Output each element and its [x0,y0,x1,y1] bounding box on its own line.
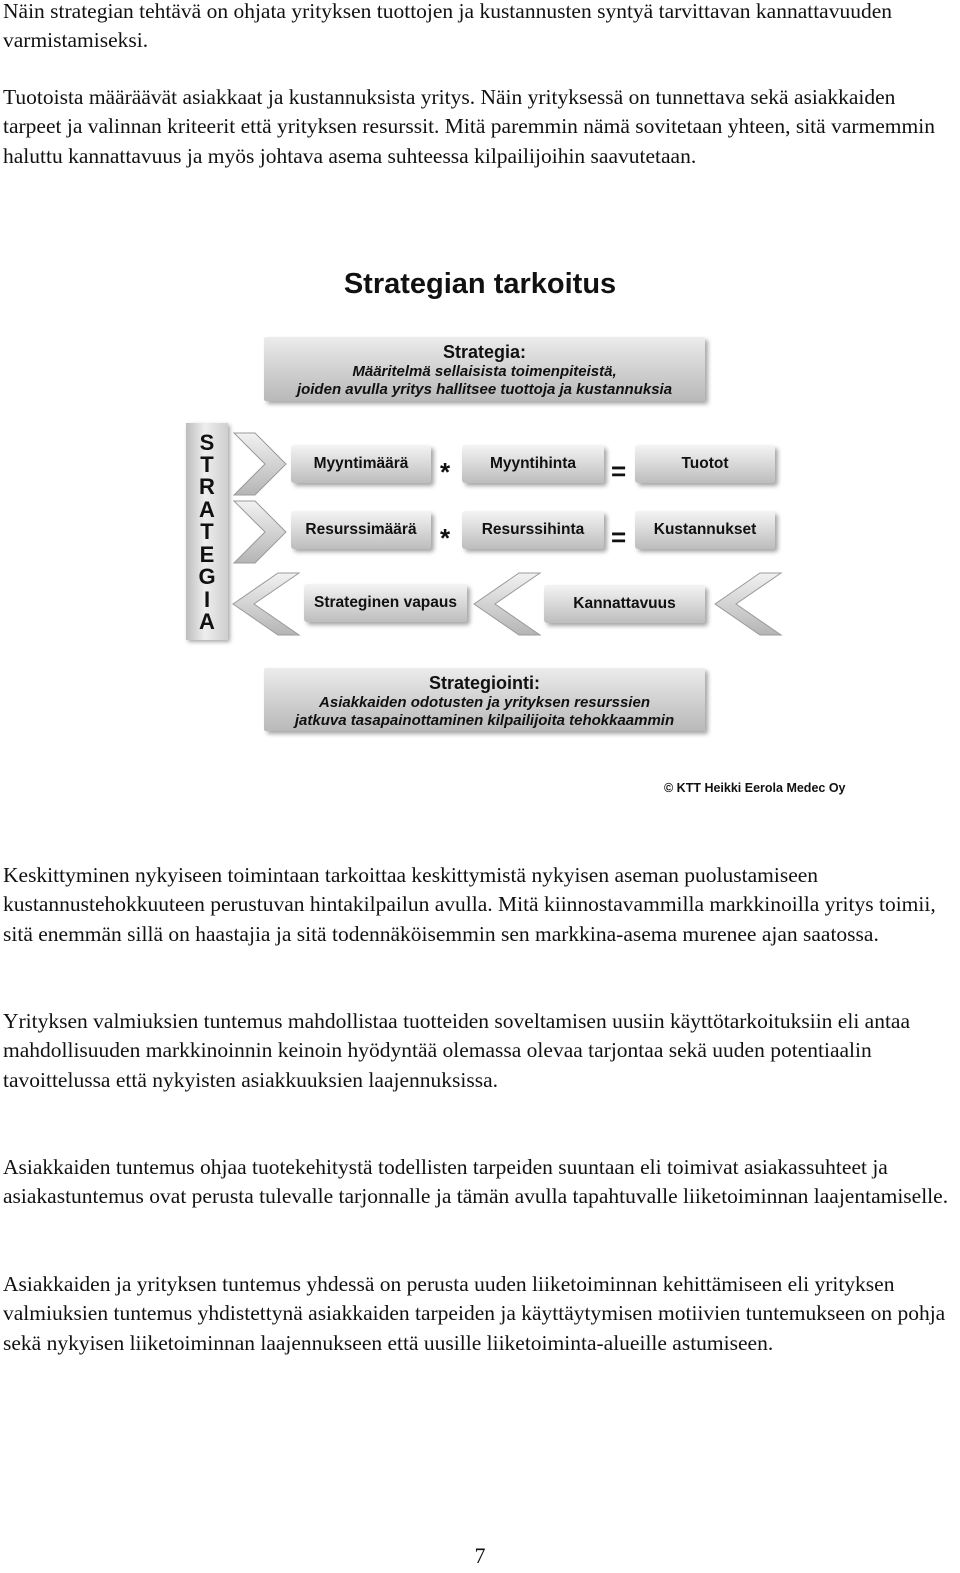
profitability-box: Kannattavuus [544,585,705,623]
strategia-letter: E [199,542,215,567]
equals-operator: = [611,522,627,552]
strategia-letter: G [198,564,216,589]
page-number: 7 [474,1543,486,1568]
costs-box: Kustannukset [635,511,775,549]
strategy-definition-panel [264,337,705,401]
copyright-notice: © KTT Heikki Eerola Medec Oy [664,781,846,795]
strategia-letter: S [199,430,215,455]
strategia-letter: R [199,474,215,499]
strategizing-line2: jatkuva tasapainottaminen kilpailijoita tehokkaammin [294,712,675,729]
sales-price-box: Myyntihinta [462,445,604,483]
paragraph-intro: Näin strategian tehtävä on ohjata yrityksen tuottojen ja kustannusten syntyä tarvittavan kannattavuuden varmistamiseksi. [3,0,893,53]
strategia-letter: A [199,609,215,634]
strategy-heading: Strategia: [442,342,527,362]
resource-price-box: Resurssihinta [462,511,604,549]
paragraph-capabilities: Yrityksen valmiuksien tuntemus mahdollistaa tuotteiden soveltamisen uusiin käyttötarkoituksiin eli antaa mahdollisuuden markkinoinnin keinoin hyödyntää olemassa olevaa tarjontaa sekä uuden potentiaalin tavoittelussa että nykyisten asiakkuuksien laajennuksissa. [3,1009,911,1092]
diagram-title: Strategian tarkoitus [343,268,617,300]
chevron-right-icon [234,501,286,563]
strategizing-heading: Strategiointi: [429,673,540,693]
paragraph-revenue-costs: Tuotoista määräävät asiakkaat ja kustannuksista yritys. Näin yrityksessä on tunnettava sekä asiakkaiden tarpeet ja valinnan kriteerit että yrityksen resurssit. Mitä paremmin nämä sovitetaan yhteen, sitä varmemmin haluttu kannattavuus ja myös johtava asema suhteessa kilpailijoihin saavutetaan. [3,85,935,168]
sales-volume-box: Myyntimäärä [291,445,431,483]
revenues-box: Tuotot [635,445,775,483]
strategia-letter: I [203,587,211,612]
equals-operator: = [611,456,627,486]
paragraph-combined-knowledge: Asiakkaiden ja yrityksen tuntemus yhdessä on perusta uuden liiketoiminnan kehittämiseen eli yrityksen valmiuksien tuntemus yhdistettynä asiakkaiden tarpeiden ja käyttäytymisen motiivien tuntemukseen on pohja sekä nykyisen liiketoiminnan laajennukseen että uusille liiketoiminta-alueille astumiseen. [3,1272,946,1355]
strategizing-panel [264,668,705,731]
chevron-left-icon [474,573,540,635]
resource-volume-box: Resurssimäärä [291,511,431,549]
paragraph-customer-knowledge: Asiakkaiden tuntemus ohjaa tuotekehitystä todellisten tarpeiden suuntaan eli toimivat asiakassuhteet ja asiakastuntemus ovat perusta tulevalle tarjonnalle ja tämän avulla tapahtuvalle liiketoiminnan laajentamiselle. [3,1155,949,1209]
strategy-definition-line2: joiden avulla yritys hallitsee tuottoja ja kustannuksia [296,381,673,398]
paragraph-focus-current: Keskittyminen nykyiseen toimintaan tarkoittaa keskittymistä nykyisen aseman puolustamiseen kustannustehokkuuteen perustuvan hintakilpailun avulla. Mitä kiinnostavammilla markkinoilla yritys toimii, sitä enemmän sillä on haastajia ja sitä todennäköisemmin sen markkina-asema murenee ajan saatossa. [3,863,936,946]
chevron-right-icon [234,433,286,495]
strategy-definition-line1: Määritelmä sellaisista toimenpiteistä, [352,363,617,380]
chevron-left-icon [715,573,781,635]
multiply-operator: * [440,457,451,487]
strategia-letter: A [199,497,215,522]
strategizing-line1: Asiakkaiden odotusten ja yrityksen resurssien [319,694,650,711]
strategia-letter: T [200,519,214,544]
strategia-letter: T [200,452,214,477]
strategy-diagram [0,230,960,830]
strategia-vertical-bar [186,423,228,640]
strategic-freedom-box: Strateginen vapaus [304,584,467,622]
multiply-operator: * [440,523,451,553]
chevron-left-icon [233,573,299,635]
